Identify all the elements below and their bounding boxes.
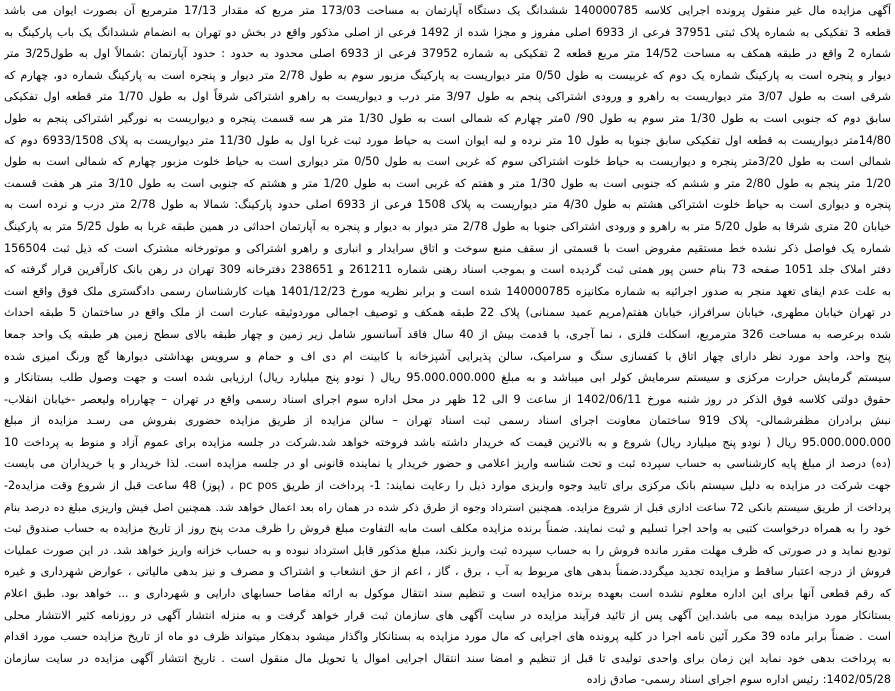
notice-line: قطعه 3 تفکیکی به شماره پلاک ثبتی 37951 فرعی از 6933 اصلی مفروز و مجزا شده از 1492 فرعی از اصلی مذکور واقع در بخش دو تهران به انضمام ششدانگ یک باب پارکینگ به [4,25,891,39]
notice-line: خود را به همراه درخواست کتبی به واحد اجرا تسلیم و ثبت نمایند. ضمناً برنده مزایده مکلف است مابه التفاوت مبلغ فروش را ظرف مدت پنج روز از تاریخ مزایده به حساب صندوق ثبت [4,522,891,536]
notice-line: شرقی است به طول 3/07 متر دیواریست به راهرو و ورودی اشتراکی پنجم به طول 3/97 متر درب و دیواریست به راهرو اشتراکی شرقاً اول به طول 1/70 متر قطعه اول تفکیکی [4,90,891,104]
notice-line: 14/80متر دیواریست به قطعه اول تفکیکی سابق جنوبا به طول 10 متر نرده و لبه ایوان است به حیاط مورد ثبت غربا اول به طول 11/30 متر دیواریست به پلاک 6933/1508 دوم که [4,133,891,147]
notice-line: دفتر املاک جلد 1051 صفحه 73 بنام حسن پور همتی ثبت گردیده است و بموجب اسناد رهنی شماره 261211 و 238651 دفترخانه 309 تهران در رهن بانک کارآفرین قرار گرفته که [4,263,891,277]
notice-line: است . ضمناً برابر ماده 39 مکرر آئین نامه اجرا در کلیه پرونده های اجرایی که مال مورد مزایده به بستانکار واگذار میشود بدهکار میتواند ظرف دو ماه از تاریخ مزایده حسب مورد اقدام [4,630,891,644]
notice-line: 95.000.000.000 ریال ( نودو پنج میلیارد ریال) شروع و به بالاترین قیمت که خریدار داشته باشد فروخته خواهد شد.شرکت در جلسه مزایده برای عموم آزاد و منوط به پرداخت 10 [4,435,891,449]
notice-line: شماره 2 واقع در طبقه همکف به مساحت 14/52 متر مربع قطعه 2 تفکیکی به شماره 37952 فرعی از 6933 اصلی محدود به حدود : حدود آپارتمان :شمالاً اول به طول3/25 متر [4,47,891,61]
notice-line: آگهی مزایده مال غیر منقول پرونده اجرایی کلاسه 140000785 ششدانگ یک دستگاه آپارتمان به مساحت 173/03 متر مربع که مقدار 17/13 مترمربع آن بصورت ایوان می باشد [4,4,891,17]
notice-line: بستانکار مورد مزایده بیمه می باشد.این آگهی پس از تائید فرآیند مزایده در سایت آگهی های سازمان ثبت قرار خواهد گرفت و به منزله انتشار آگهی در روزنامه کثیر الانتشار محلی [4,608,891,622]
notice-line: (ده) درصد از مبلغ پایه کارشناسی به حساب سپرده ثبت و تحت شناسه واریز اعلامی و حضور خریدار یا نماینده قانونی او در جلسه مزایده است. لذا خریدار و یا خریداران می بایست [4,457,891,471]
notice-line: شماره یک فواصل ذکر نشده خط مستقیم مفروض است با قسمتی از سقف منبع سوخت و اتاق سرایدار و انباری و راهرو اشتراکی و موتورخانه مشترک است که ذیل ثبت 156504 [4,241,891,255]
notice-line: پنج واحد، واحد مورد نظر دارای چهار اتاق با کفسازی سنگ و سرامیک، سالن پذیرایی آشپزخانه با کابینت ام دی اف و حمام و سرویس بهداشتی دیوارها گچ ورنگ امیزی شده [4,349,891,363]
notice-line: دیوار و پنجره است به پارکینگ شماره یک دوم که غربیست به طول 0/50 متر دیواریست به پارکینگ مزبور سوم به طول 2/78 متر دیوار و پنجره است به پارکینگ شماره دو، چهارم که [4,68,891,82]
notice-line: جهت شرکت در مزایده به دلیل سیستم بانک مرکزی برای تایید وجوه واریزی موارد ذیل را رعایت نمایند: 1- پرداخت از طریق pc pos ، (پوز) 48 ساعت قبل از شروع وقت مزایده2- [4,479,891,493]
notice-line: به علت عدم ایفای تعهد منجر به صدور اجرائیه به شماره مکانیزه 140000785 شده است و برابر نظریه مورخ 1401/12/23 هیات کارشناسان رسمی دادگستری ملک فوق واقع است [4,284,891,298]
notice-line: شمالی است به طول 3/20متر پنجره و دیواریست به حیاط خلوت اشتراکی سوم که غربی است به طول 0/50 متر دیواری است به حیاط خلوت مزبور چهارم که شمالی است به طول [4,155,891,169]
notice-line: حقوق دولتی کلاسه فوق الذکر در روز شنبه مورخ 1402/06/11 از ساعت 9 الی 12 ظهر در محل اداره سوم اجرای اسناد رسمی واقع در تهران – چهارراه ولیعصر -خیابان انقلاب- [4,392,891,406]
notice-line: 1/20 متر پنجم به طول 2/80 متر و ششم که جنوبی است به طول 1/30 متر و هفتم که غربی است به طول 1/20 متر و هشتم که جنوبی است به طول 3/10 متر هر هفت قسمت [4,176,891,190]
notice-line: پنجره و دیواری است به حیاط خلوت اشتراکی هشتم به طول 4/30 متر دیواریست به پلاک 1508 فرعی از 6933 اصلی حدود پارکینگ: شمالا به طول 2/78 متر درب و نرده است به [4,198,891,212]
notice-line: در تهران خیابان مطهری، خیابان سرافراز، خیابان هفتم(مریم عمید سمنانی) پلاک 22 طبقه همکف و توصیف اجمالی موردوثیقه عبارت است از ملک واقع در ساختمان 5 طبقه احداث [4,306,891,320]
notice-line: سابق دوم که جنوبی است به طول 1/30 متر سوم به طول 90/ 0متر چهارم که شمالی است به طول 1/30 متر هر سه قسمت پنجره و دیواریست به نورگیر اشتراکی پنجم به طول [4,111,891,125]
notice-line: سیستم گرمایش حرارت مرکزی و سیستم سرمایش کولر ابی میباشد و به مبلغ 95.000.000.000 ریال ( نودو پنج میلیارد ریال) ارزیابی شده است و جهت وصول طلب بستانکار و [4,371,891,385]
notice-line: شده برعرصه به مساحت 326 مترمربع، اسکلت فلزی ، نما آجری، با قدمت بیش از 40 سال فاقد آسانسور شامل زیر زمین و چهار طبقه بالای سطح زمین هر طبقه یک واحد جمعا [4,327,891,341]
notice-line: تودیع نماید و در صورتی که ظرف مهلت مقرر مانده فروش را به حساب سپرده ثبت واریز نکند، مبلغ مذکور قابل استرداد نبوده و به حساب خزانه واریز خواهد شد. در این صورت عملیات [4,543,891,557]
notice-line: به پرداخت بدهی خود نماید این زمان برای واحدی تولیدی تا قبل از تنظیم و امضا سند انتقال اجرایی اموال یا تحویل مال منقول است . تاریخ انتشار آگهی مزایده در سایت سازمان [4,651,891,665]
signature-line: 1402/05/28: رئیس اداره سوم اجرای اسناد رسمی- صادق زاده [586,673,891,687]
notice-line: که رقم قطعی آنها برای این اداره معلوم نشده است بعهده برنده مزایده است و تنظیم سند انتقال موکول به ارائه مفاصا حسابهای دارایی و شهرداری و ... خواهد بود. طبق اعلام [4,587,891,601]
notice-line: فروش از درجه اعتبار ساقط و مزایده تجدید میگردد.ضمناً بدهی های مربوط به آب ، برق ، گاز ، اعم از حق انشعاب و اشتراک و مصرف و نیز بدهی مالیاتی ، عوارض شهرداری و غیره [4,565,891,579]
notice-line: خیابان 20 متری شرقا به طول 5/20 متر به راهرو و ورودی اشتراکی جنوبا به طول 2/78 متر دیوار به دیوار و پنجره به آپارتمان احداثی در همین طبقه غربا به طول 5/25 متر به پارکینگ [4,219,891,233]
auction-notice-text [4,0,891,691]
notice-line: پرداخت از طریق سیستم بانکی 72 ساعت اداری قبل از شروع مزایده. همچنین استرداد وجوه از طرق ذکر شده در همان راه بعد اعمال خواهد شد. همچنین اصل فیش واریزی مبلغ ده درصد بنام [4,500,891,514]
notice-line: نبش برادران مظفرشمالی- پلاک 919 ساختمان معاونت اجرای اسناد رسمی ثبت اسناد تهران – سالن مزایده از طریق مزایده حضوری بفروش می رسـد مزایده از مبلغ [4,414,891,428]
